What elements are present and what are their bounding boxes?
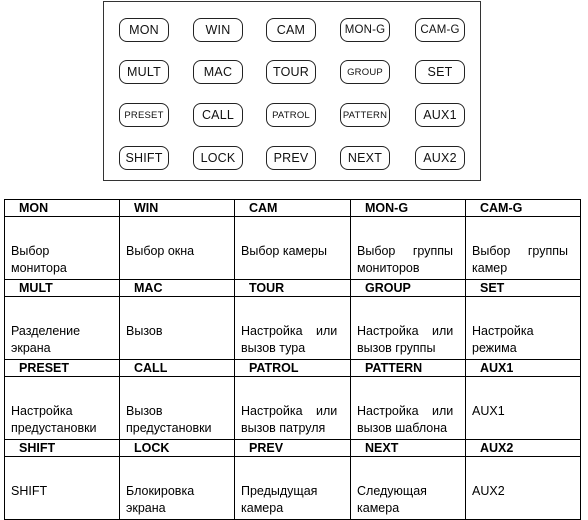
table-row (5, 457, 581, 520)
cell-text: предустановки (126, 421, 212, 435)
table-cell (351, 297, 466, 360)
cell-text: Настройка (11, 404, 73, 418)
cell-text: камер (472, 261, 508, 275)
cell-text: Выбор камеры (241, 243, 328, 258)
key-mon[interactable]: MON (119, 18, 169, 42)
table-header-row (5, 280, 581, 297)
table-header-cell: CALL (120, 360, 235, 377)
cell-text: экрана (11, 341, 51, 355)
table-cell (120, 377, 235, 440)
table-header-cell: MULT (5, 280, 120, 297)
key-win[interactable]: WIN (193, 18, 243, 42)
cell-text: Предыдущая (241, 484, 318, 498)
cell-text: Настройка или (357, 324, 454, 338)
cell-text: вызов группы (357, 341, 436, 355)
key-call[interactable]: CALL (193, 103, 243, 127)
table-cell (466, 297, 581, 360)
table-header-row (5, 360, 581, 377)
table-header-cell: NEXT (351, 440, 466, 457)
key-aux1[interactable]: AUX1 (415, 103, 465, 127)
table-header-cell: AUX1 (466, 360, 581, 377)
cell-text: Вызов (126, 323, 163, 338)
table-cell (235, 377, 351, 440)
key-prev[interactable]: PREV (266, 146, 316, 170)
cell-text: мониторов (357, 261, 420, 275)
cell-text: экрана (126, 501, 166, 515)
table-header-cell: AUX2 (466, 440, 581, 457)
table-cell (120, 217, 235, 280)
table-row (5, 297, 581, 360)
table-header-cell: PATROL (235, 360, 351, 377)
table-cell (466, 217, 581, 280)
cell-text: Выбор группы (472, 244, 569, 258)
table-header-row (5, 200, 581, 217)
table-cell (466, 377, 581, 440)
table-header-cell: SHIFT (5, 440, 120, 457)
cell-text: Настройка (472, 324, 534, 338)
table-header-cell: LOCK (120, 440, 235, 457)
cell-text: Разделение (11, 324, 81, 338)
table-header-cell: MON-G (351, 200, 466, 217)
cell-text: камера (357, 501, 400, 515)
table-cell (120, 457, 235, 520)
cell-text: Блокировка (126, 484, 195, 498)
table-cell (351, 217, 466, 280)
cell-text: Настройка или (241, 404, 338, 418)
table-header-cell: CAM-G (466, 200, 581, 217)
cell-text: вызов шаблона (357, 421, 448, 435)
table-header-cell: GROUP (351, 280, 466, 297)
table-cell (466, 457, 581, 520)
cell-text: монитора (11, 261, 67, 275)
table-cell (5, 297, 120, 360)
cell-text: AUX1 (472, 403, 505, 418)
cell-text: предустановки (11, 421, 97, 435)
key-cam[interactable]: CAM (266, 18, 316, 42)
table-cell (120, 297, 235, 360)
table-cell (235, 297, 351, 360)
table-header-cell: SET (466, 280, 581, 297)
key-shift[interactable]: SHIFT (119, 146, 169, 170)
table-row (5, 217, 581, 280)
cell-text: вызов тура (241, 341, 306, 355)
table-header-cell: MAC (120, 280, 235, 297)
cell-text: Выбор окна (126, 243, 195, 258)
cell-text: Вызов (126, 404, 163, 418)
key-pattern[interactable]: PATTERN (340, 103, 390, 127)
table-cell (5, 457, 120, 520)
cell-text: Выбор (11, 244, 50, 258)
cell-text: режима (472, 341, 517, 355)
table-cell (5, 377, 120, 440)
key-mult[interactable]: MULT (119, 60, 169, 84)
table-cell (5, 217, 120, 280)
key-mon-g[interactable]: MON-G (340, 18, 390, 42)
table-cell (351, 377, 466, 440)
table-header-cell: PATTERN (351, 360, 466, 377)
key-next[interactable]: NEXT (340, 146, 390, 170)
table-header-cell: CAM (235, 200, 351, 217)
keypad-panel (103, 1, 481, 181)
key-patrol[interactable]: PATROL (266, 103, 316, 127)
cell-text: Настройка или (357, 404, 454, 418)
table-header-cell: WIN (120, 200, 235, 217)
key-set[interactable]: SET (415, 60, 465, 84)
key-tour[interactable]: TOUR (266, 60, 316, 84)
key-aux2[interactable]: AUX2 (415, 146, 465, 170)
table-header-cell: MON (5, 200, 120, 217)
cell-text: камера (241, 501, 284, 515)
table-header-cell: TOUR (235, 280, 351, 297)
table-header-cell: PREV (235, 440, 351, 457)
table-cell (235, 457, 351, 520)
key-description-table (4, 199, 581, 520)
key-lock[interactable]: LOCK (193, 146, 243, 170)
table-row (5, 377, 581, 440)
cell-text: Следующая (357, 484, 427, 498)
cell-text: вызов патруля (241, 421, 326, 435)
key-group[interactable]: GROUP (340, 60, 390, 84)
key-cam-g[interactable]: CAM-G (415, 18, 465, 42)
table-cell (235, 217, 351, 280)
cell-text: AUX2 (472, 483, 505, 498)
cell-text: SHIFT (11, 483, 48, 498)
table-header-row (5, 440, 581, 457)
table-cell (351, 457, 466, 520)
cell-text: Выбор группы (357, 244, 454, 258)
cell-text: Настройка или (241, 324, 338, 338)
table-header-cell: PRESET (5, 360, 120, 377)
key-mac[interactable]: MAC (193, 60, 243, 84)
key-preset[interactable]: PRESET (119, 103, 169, 127)
